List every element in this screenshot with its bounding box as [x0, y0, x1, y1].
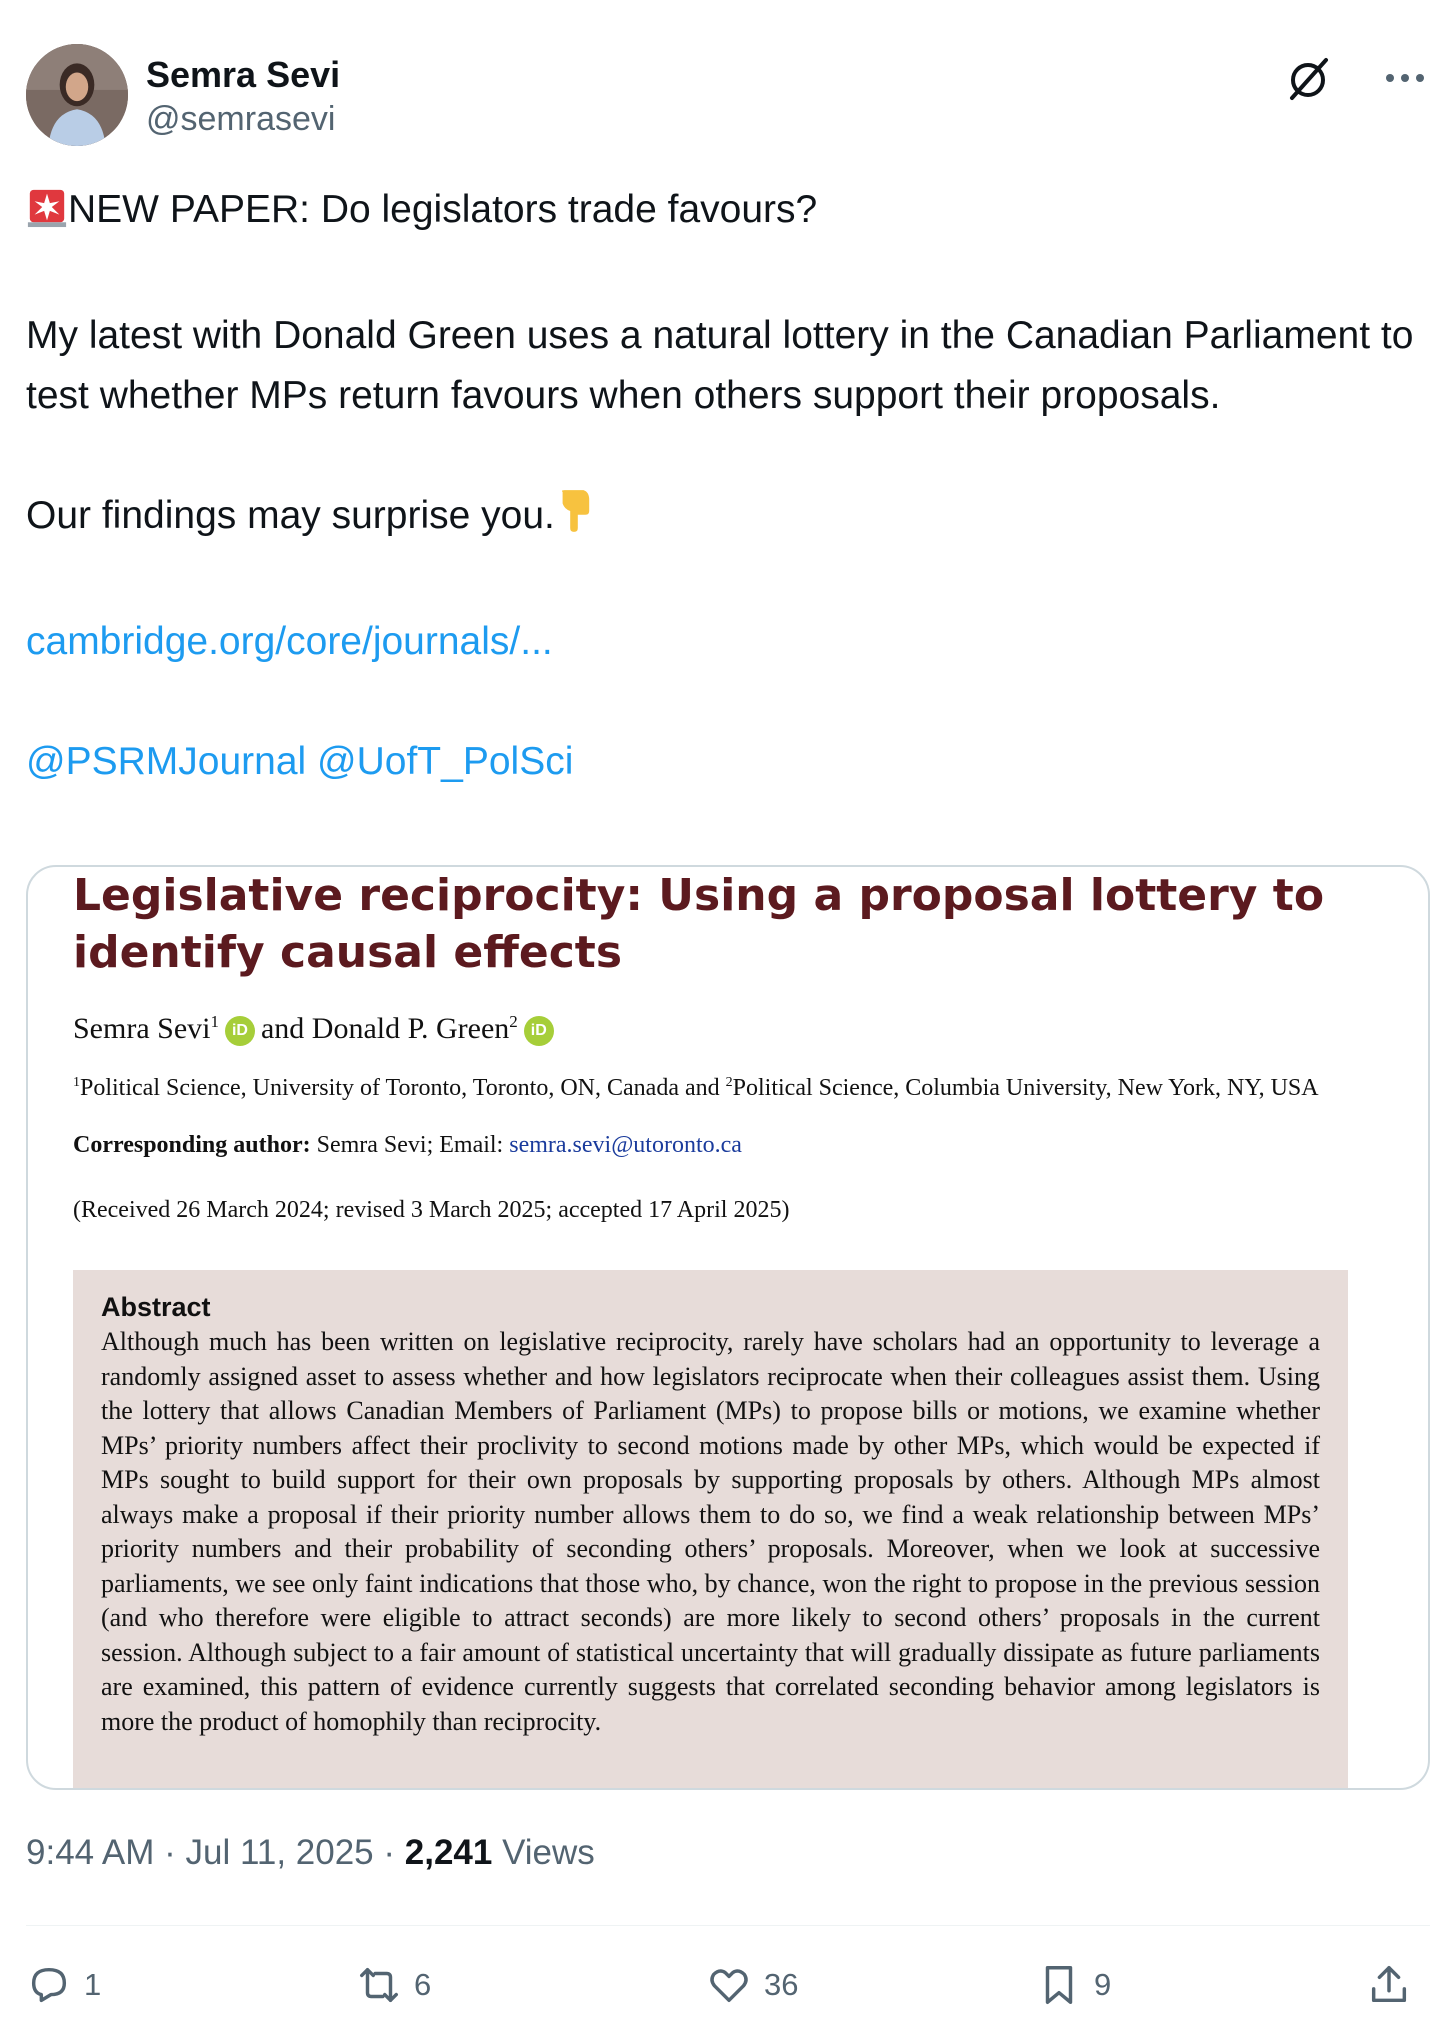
orcid-icon: iD	[225, 1016, 255, 1046]
repost-count: 6	[414, 1967, 432, 2002]
reply-count: 1	[84, 1967, 102, 2002]
action-bar	[26, 1955, 1430, 2015]
corresponding-author: Corresponding author: Semra Sevi; Email: semra.sevi@utoronto.ca	[73, 1132, 742, 1158]
share-button[interactable]	[1366, 1955, 1424, 2015]
like-icon	[706, 1962, 752, 2008]
pointing-down-emoji	[555, 488, 593, 552]
tweet-text	[26, 180, 1426, 792]
received-dates: (Received 26 March 2024; revised 3 March 2025; accepted 17 April 2025)	[73, 1197, 790, 1223]
tweet-date[interactable]: Jul 11, 2025	[185, 1833, 374, 1872]
tweet-header	[26, 44, 1430, 148]
share-icon	[1366, 1962, 1412, 2008]
author-handle[interactable]: @semrasevi	[146, 100, 336, 138]
bookmark-count: 9	[1094, 1967, 1112, 2002]
tweet-line-3: Our findings may surprise you.	[26, 486, 1426, 552]
author-name[interactable]: Semra Sevi	[146, 54, 341, 95]
tweet-line-1: NEW PAPER: Do legislators trade favours?	[26, 180, 1426, 246]
avatar-image	[26, 44, 128, 146]
abstract-heading: Abstract	[101, 1292, 211, 1322]
repost-icon	[356, 1962, 402, 2008]
bookmark-icon	[1036, 1962, 1082, 2008]
abstract-text: Although much has been written on legislative reciprocity, rarely have scholars had an opportunity to leverage a randomly assigned asset to assess whether and how legislators reciprocate when their colleagues assist them. Using the lottery that allows Canadian Members of Parliament (MPs) to propose bills or motions, we examine whether MPs’ priority numbers affect their proclivity to second motions made by other MPs, which would be expected if MPs sought to build support for their own proposals by supporting proposals by others. Although MPs almost always make a proposal if their priority number allows them to do so, we find a weak relationship between MPs’ priority numbers and their probability of seconding others’ proposals. Moreover, when we look at successive parliaments, we see only faint indications that those who, by chance, won the right to propose in the previous session (and who therefore were eligible to attract seconds) are more likely to second others’ proposals in the current session. Although subject to a fair amount of statistical uncertainty that will gradually dissipate as future parliaments are examined, this pattern of evidence currently suggests that correlated seconding behavior among legislators is more the product of homophily than reciprocity.	[101, 1327, 1320, 1736]
paper-link[interactable]: cambridge.org/core/journals/...	[26, 620, 553, 663]
abstract-box	[73, 1270, 1348, 1790]
paper-affiliations: $^1$Political Science, University of Toronto, Toronto, ON, Canada and $^2$Political Science, Columbia University, New York, NY, USA	[73, 1075, 1319, 1101]
author-email: semra.sevi@utoronto.ca	[509, 1132, 742, 1158]
repost-button[interactable]	[356, 1955, 431, 2015]
views-label: Views	[492, 1833, 595, 1872]
more-icon[interactable]	[1380, 58, 1430, 98]
views-count: 2,241	[404, 1833, 493, 1872]
grok-icon[interactable]	[1284, 54, 1334, 104]
like-count: 36	[764, 1967, 799, 2002]
mention-uoft[interactable]: @UofT_PolSci	[317, 740, 574, 783]
tweet-time[interactable]: 9:44 AM	[26, 1833, 155, 1872]
bookmark-button[interactable]	[1036, 1955, 1111, 2015]
orcid-icon: iD	[524, 1016, 554, 1046]
avatar[interactable]	[26, 44, 128, 146]
siren-emoji	[26, 186, 68, 246]
tweet-paragraph: My latest with Donald Green uses a natural lottery in the Canadian Parliament to test whether MPs return favours when others support their proposals.	[26, 314, 1414, 417]
mention-psrm[interactable]: @PSRMJournal	[26, 740, 307, 783]
like-button[interactable]	[706, 1955, 798, 2015]
tweet-meta: 9:44 AM · Jul 11, 2025 · 2,241 Views	[26, 1833, 595, 1872]
divider	[26, 1925, 1430, 1926]
reply-button[interactable]	[26, 1955, 101, 2015]
reply-icon	[26, 1962, 72, 2008]
paper-title: Legislative reciprocity: Using a proposal lottery to identify causal effects	[73, 870, 1325, 978]
paper-image-card[interactable]	[26, 865, 1430, 1790]
paper-authors: Semra Sevi$^1$ iD and Donald P. Green$^2$ iD	[73, 1012, 560, 1046]
